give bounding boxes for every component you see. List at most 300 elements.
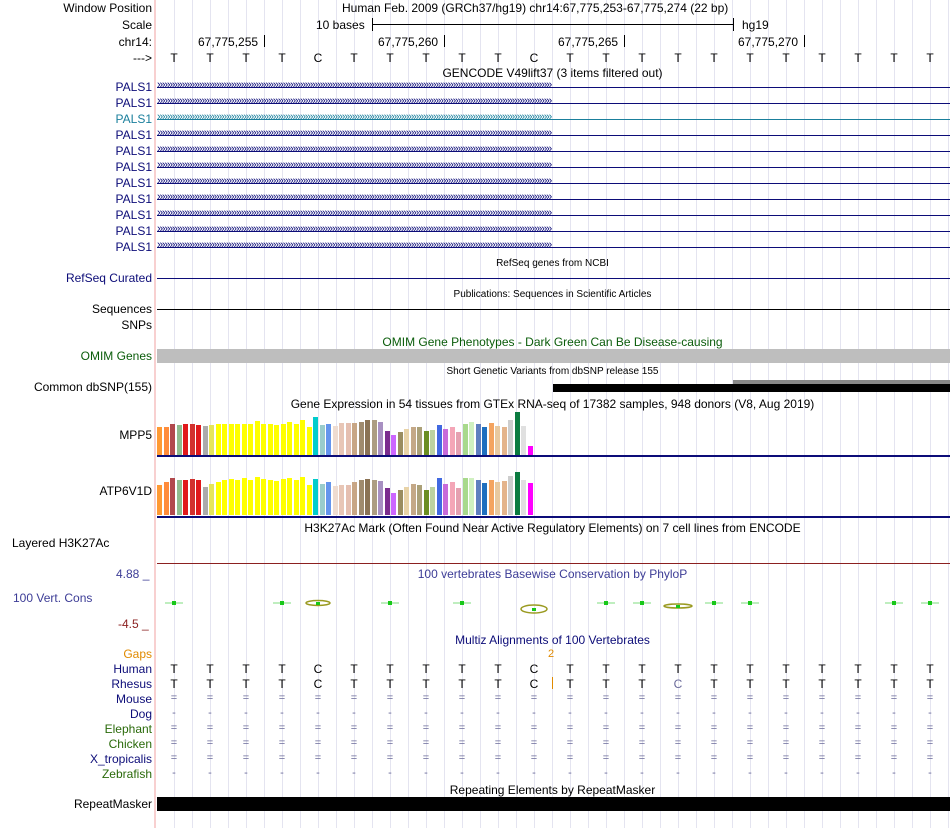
multiz-aligned-base: = [890,692,898,704]
gtex-tissue-bar[interactable] [424,431,429,455]
multiz-aligned-base: = [350,692,358,704]
gtex-tissue-bar[interactable] [508,420,513,455]
multiz-species-label[interactable]: X_tropicalis [89,752,152,766]
gtex-tissue-bar[interactable] [307,427,312,455]
gtex-bars-atp6v1d[interactable] [157,470,537,515]
dbsnp-variant-black[interactable] [553,384,950,392]
repeatmasker-title[interactable]: Repeating Elements by RepeatMasker [449,783,656,797]
multiz-species-label[interactable]: Dog [129,707,152,721]
gtex-tissue-bar[interactable] [352,482,357,515]
multiz-aligned-base: - [856,767,860,779]
gtex-tissue-bar[interactable] [183,480,188,515]
gtex-tissue-bar[interactable] [274,481,279,515]
gtex-tissue-bar[interactable] [346,423,351,455]
gtex-tissue-bar[interactable] [300,477,305,515]
gencode-strand-arrows: ›››››››››››››››››››››››››››››››››››››››››››››››››››››››››››››››››››››››››››››››››››››››››››››››››››››››››››››››››››››››››››››››››››››››››››››››››››››››››››››››› [157,95,552,107]
gtex-tissue-bar[interactable] [313,417,318,455]
multiz-aligned-base: T [386,677,394,691]
gtex-tissue-bar[interactable] [235,480,240,515]
multiz-aligned-base: = [710,752,718,764]
coord-2: 67,775,260 [378,35,439,49]
multiz-aligned-base: = [890,752,898,764]
gtex-tissue-bar[interactable] [443,484,448,515]
window-position-label: Window Position [63,1,152,15]
gencode-strand-arrows: ›››››››››››››››››››››››››››››››››››››››››››››››››››››››››››››››››››››››››››››››››››››››››››››››››››››››››››››››››››››››››››››››››››››››››››››››››››››››››››››››› [157,207,552,219]
multiz-species-label[interactable]: Mouse [115,692,152,706]
multiz-aligned-base: T [638,677,646,691]
multiz-aligned-base: T [602,662,610,676]
gtex-tissue-bar[interactable] [307,485,312,515]
gtex-divider-1 [157,455,950,457]
omim-label[interactable]: OMIM Genes [80,349,152,363]
gtex-tissue-bar[interactable] [378,422,383,455]
multiz-species-label[interactable]: Zebrafish [101,767,152,781]
gtex-tissue-bar[interactable] [274,425,279,455]
h3k27ac-title[interactable]: H3K27Ac Mark (Often Found Near Active Regulatory Elements) on 7 cell lines from ENCODE [304,521,801,535]
gtex-tissue-bar[interactable] [320,484,325,515]
strand-arrow: ---> [133,51,152,65]
gtex-tissue-bar[interactable] [469,422,474,455]
gtex-gene-label-1[interactable]: MPP5 [119,428,152,442]
repeatmasker-element[interactable] [157,797,950,811]
multiz-aligned-base: T [494,677,502,691]
phylop-score-mark [640,601,644,605]
sequence-base: T [566,51,574,65]
multiz-aligned-base: = [638,722,646,734]
multiz-aligned-base: T [206,677,214,691]
gtex-tissue-bar[interactable] [521,426,526,455]
gencode-transcript-label[interactable]: PALS1 [115,112,152,126]
multiz-aligned-base: = [530,737,538,749]
multiz-aligned-base: T [566,662,574,676]
gtex-tissue-bar[interactable] [294,480,299,515]
gtex-tissue-bar[interactable] [411,484,416,515]
multiz-aligned-base: = [818,752,826,764]
gencode-transcript-label[interactable]: PALS1 [115,80,152,94]
sequence-base: T [242,51,250,65]
gencode-transcript-label[interactable]: PALS1 [115,144,152,158]
gencode-strand-arrows: ›››››››››››››››››››››››››››››››››››››››››››››››››››››››››››››››››››››››››››››››››››››››››››››››››››››››››››››››››››››››››››››››››››››››››››››››››››››››››››››››› [157,159,552,171]
coord-3: 67,775,265 [558,35,619,49]
sequence-base: T [710,51,718,65]
sequence-base: T [494,51,502,65]
multiz-aligned-base: - [496,767,500,779]
scale-bar-right-end [733,18,734,31]
multiz-aligned-base: = [278,752,286,764]
multiz-aligned-base: T [854,677,862,691]
gtex-gene-label-2[interactable]: ATP6V1D [99,484,152,498]
multiz-aligned-base: = [566,692,574,704]
repeatmasker-label[interactable]: RepeatMasker [73,797,152,811]
multiz-aligned-base: T [242,677,250,691]
multiz-aligned-base: = [458,692,466,704]
gtex-tissue-bar[interactable] [196,425,201,455]
gtex-tissue-bar[interactable] [183,424,188,455]
multiz-aligned-base: C [529,677,539,691]
gtex-tissue-bar[interactable] [255,477,260,515]
multiz-aligned-base: T [170,662,178,676]
multiz-aligned-base: = [386,722,394,734]
gencode-transcript-label[interactable]: PALS1 [115,192,152,206]
gtex-tissue-bar[interactable] [528,483,533,515]
multiz-aligned-base: = [854,737,862,749]
multiz-aligned-base: T [890,677,898,691]
multiz-aligned-base: = [746,737,754,749]
phylop-min-label: -4.5 _ [118,617,149,631]
multiz-aligned-base: - [280,767,284,779]
snps-label[interactable]: SNPs [121,318,152,332]
gtex-tissue-bar[interactable] [229,479,234,515]
gencode-transcript-label[interactable]: PALS1 [115,176,152,190]
chrom-label: chr14: [118,35,152,49]
multiz-aligned-base: - [388,707,392,719]
multiz-aligned-base: = [386,692,394,704]
gap-marker [552,677,553,689]
gtex-tissue-bar[interactable] [339,423,344,455]
gtex-tissue-bar[interactable] [372,420,377,455]
phylop-score-mark [928,601,932,605]
gtex-tissue-bar[interactable] [372,480,377,515]
gencode-strand-arrows: ›››››››››››››››››››››››››››››››››››››››››››››››››››››››››››››››››››››››››››››››››››››››››››››››››››››››››››››››››››››››››››››››››››››››››››››››››››››››››››››››› [157,111,552,123]
scale-bar-left-end [372,18,373,31]
gtex-tissue-bar[interactable] [385,431,390,455]
gencode-transcript-label[interactable]: PALS1 [115,128,152,142]
coord-tick-1 [264,35,265,47]
gtex-tissue-bar[interactable] [450,427,455,455]
multiz-aligned-base: = [710,692,718,704]
sequence-base: T [170,51,178,65]
gtex-tissue-bar[interactable] [261,424,266,455]
gtex-tissue-bar[interactable] [333,426,338,455]
gtex-tissue-bar[interactable] [190,424,195,455]
gtex-tissue-bar[interactable] [222,424,227,455]
gtex-tissue-bar[interactable] [417,485,422,515]
multiz-aligned-base: - [748,707,752,719]
gtex-tissue-bar[interactable] [404,487,409,515]
gtex-tissue-bar[interactable] [417,427,422,455]
gtex-tissue-bar[interactable] [268,424,273,455]
multiz-aligned-base: T [458,662,466,676]
multiz-aligned-base: - [532,767,536,779]
gtex-tissue-bar[interactable] [190,479,195,515]
multiz-aligned-base: = [314,722,322,734]
gtex-tissue-bar[interactable] [300,420,305,455]
gtex-tissue-bar[interactable] [391,435,396,455]
multiz-aligned-base: - [460,767,464,779]
gencode-transcript-label[interactable]: PALS1 [115,160,152,174]
sequence-base: C [529,51,539,65]
multiz-aligned-base: - [856,707,860,719]
multiz-aligned-base: = [494,692,502,704]
gtex-tissue-bar[interactable] [164,482,169,515]
gtex-tissue-bar[interactable] [203,426,208,455]
multiz-aligned-base: - [316,707,320,719]
gtex-tissue-bar[interactable] [482,483,487,515]
gtex-tissue-bar[interactable] [235,424,240,455]
phylop-track[interactable] [0,590,950,620]
multiz-aligned-base: = [710,737,718,749]
gtex-tissue-bar[interactable] [365,479,370,515]
gencode-transcript-label[interactable]: PALS1 [115,208,152,222]
gtex-tissue-bar[interactable] [404,429,409,455]
multiz-aligned-base: - [784,767,788,779]
gtex-tissue-bar[interactable] [287,422,292,455]
multiz-aligned-base: = [314,692,322,704]
multiz-aligned-base: - [640,707,644,719]
coord-tick-3 [624,35,625,47]
sequence-base: T [638,51,646,65]
gtex-tissue-bar[interactable] [281,479,286,515]
gtex-tissue-bar[interactable] [170,478,175,515]
gtex-tissue-bar[interactable] [482,427,487,455]
gencode-title[interactable]: GENCODE V49lift37 (3 items filtered out) [442,66,663,80]
multiz-aligned-base: T [278,677,286,691]
gencode-transcript-label[interactable]: PALS1 [115,96,152,110]
multiz-aligned-base: - [352,707,356,719]
gtex-tissue-bar[interactable] [216,482,221,515]
multiz-aligned-base: = [422,692,430,704]
sequence-base: T [278,51,286,65]
refseq-title[interactable]: RefSeq genes from NCBI [496,258,609,269]
scale-text: 10 bases [316,18,365,32]
phylop-score-mark [172,601,176,605]
gencode-strand-arrows: ›››››››››››››››››››››››››››››››››››››››››››››››››››››››››››››››››››››››››››››››››››››››››››››››››››››››››››››››››››››››››››››››››››››››››››››››››››››››››››››››› [157,79,552,91]
gtex-tissue-bar[interactable] [515,472,520,515]
multiz-aligned-base: = [818,722,826,734]
gtex-tissue-bar[interactable] [437,425,442,455]
multiz-aligned-base: = [242,692,250,704]
gencode-strand-arrows: ›››››››››››››››››››››››››››››››››››››››››››››››››››››››››››››››››››››››››››››››››››››››››››››››››››››››››››››››››››››››››››››››››››››››››››››››››››››››››››››››› [157,175,552,187]
gtex-tissue-bar[interactable] [463,478,468,515]
gencode-strand-arrows: ›››››››››››››››››››››››››››››››››››››››››››››››››››››››››››››››››››››››››››››››››››››››››››››››››››››››››››››››››››››››››››››››››››››››››››››››››››››››››››››››› [157,143,552,155]
multiz-aligned-base: - [208,707,212,719]
gtex-tissue-bar[interactable] [515,412,520,455]
multiz-aligned-base: - [532,707,536,719]
coord-4: 67,775,270 [738,35,799,49]
multiz-aligned-base: = [782,752,790,764]
gtex-tissue-bar[interactable] [508,476,513,515]
phylop-max-label: 4.88 _ [116,567,150,581]
multiz-aligned-base: T [890,662,898,676]
multiz-aligned-base: = [782,692,790,704]
omim-title[interactable]: OMIM Gene Phenotypes - Dark Green Can Be Disease-causing [382,335,723,349]
multiz-aligned-base: = [494,737,502,749]
gencode-strand-arrows: ›››››››››››››››››››››››››››››››››››››››››››››››››››››››››››››››››››››››››››››››››››››››››››››››››››››››››››››››››››››››››››››››››››››››››››››››››››››››››››››››› [157,239,552,251]
gtex-tissue-bar[interactable] [456,488,461,515]
gtex-tissue-bar[interactable] [242,478,247,515]
gtex-tissue-bar[interactable] [398,490,403,515]
gtex-tissue-bar[interactable] [222,480,227,515]
multiz-aligned-base: - [712,767,716,779]
gtex-tissue-bar[interactable] [196,480,201,515]
gtex-tissue-bar[interactable] [346,485,351,515]
multiz-aligned-base: = [350,752,358,764]
multiz-aligned-base: - [640,767,644,779]
gtex-tissue-bar[interactable] [430,430,435,455]
h3k27ac-label[interactable]: Layered H3K27Ac [12,536,110,550]
gtex-tissue-bar[interactable] [157,427,162,455]
multiz-aligned-base: = [314,737,322,749]
gtex-tissue-bar[interactable] [469,478,474,515]
multiz-aligned-base: = [674,737,682,749]
gtex-tissue-bar[interactable] [320,425,325,455]
gtex-tissue-bar[interactable] [476,480,481,515]
multiz-aligned-base: - [892,767,896,779]
multiz-aligned-base: = [278,737,286,749]
multiz-aligned-base: = [170,737,178,749]
multiz-aligned-base: - [208,767,212,779]
h3k27ac-baseline [157,563,950,564]
gtex-tissue-bar[interactable] [164,427,169,455]
gtex-tissue-bar[interactable] [294,424,299,455]
phylop-score-mark [748,601,752,605]
multiz-aligned-base: - [244,767,248,779]
multiz-aligned-base: = [314,752,322,764]
multiz-aligned-base: T [926,677,934,691]
sequence-base: T [674,51,682,65]
gtex-tissue-bar[interactable] [398,432,403,455]
dbsnp-title[interactable]: Short Genetic Variants from dbSNP release 155 [446,366,659,377]
multiz-aligned-base: T [710,677,718,691]
sequence-base: T [890,51,898,65]
gtex-tissue-bar[interactable] [255,421,260,455]
gtex-tissue-bar[interactable] [281,424,286,455]
sequence-base: T [350,51,358,65]
multiz-aligned-base: = [350,722,358,734]
gencode-transcript-label[interactable]: PALS1 [115,240,152,254]
gtex-tissue-bar[interactable] [359,422,364,455]
gtex-tissue-bar[interactable] [326,482,331,515]
gencode-transcript-label[interactable]: PALS1 [115,224,152,238]
multiz-aligned-base: T [494,662,502,676]
gtex-tissue-bar[interactable] [216,424,221,455]
multiz-aligned-base: = [782,737,790,749]
gtex-tissue-bar[interactable] [157,485,162,515]
multiz-aligned-base: = [242,752,250,764]
multiz-aligned-base: = [638,692,646,704]
gtex-tissue-bar[interactable] [456,432,461,455]
multiz-aligned-base: = [458,752,466,764]
multiz-aligned-base: T [710,662,718,676]
gtex-tissue-bar[interactable] [248,480,253,515]
multiz-title[interactable]: Multiz Alignments of 100 Vertebrates [455,633,650,647]
publications-title[interactable]: Publications: Sequences in Scientific Articles [453,289,652,300]
multiz-aligned-base: = [350,737,358,749]
gtex-tissue-bar[interactable] [378,481,383,515]
coord-tick-4 [804,35,805,47]
gtex-tissue-bar[interactable] [352,423,357,455]
gtex-tissue-bar[interactable] [450,482,455,515]
gtex-tissue-bar[interactable] [339,485,344,515]
multiz-species-label[interactable]: Rhesus [111,677,152,691]
gtex-tissue-bar[interactable] [209,484,214,515]
gtex-tissue-bar[interactable] [476,424,481,455]
phylop-title[interactable]: 100 vertebrates Basewise Conservation by PhyloP [417,567,688,581]
multiz-aligned-base: = [602,722,610,734]
gtex-tissue-bar[interactable] [203,487,208,515]
gtex-tissue-bar[interactable] [242,424,247,455]
gtex-tissue-bar[interactable] [411,427,416,455]
multiz-aligned-base: = [638,752,646,764]
multiz-aligned-base: = [854,752,862,764]
gaps-label[interactable]: Gaps [123,647,152,661]
gtex-tissue-bar[interactable] [443,429,448,455]
gtex-tissue-bar[interactable] [437,478,442,515]
gtex-tissue-bar[interactable] [521,480,526,515]
gtex-tissue-bar[interactable] [391,493,396,515]
gtex-tissue-bar[interactable] [502,481,507,515]
multiz-species-label[interactable]: Chicken [108,737,152,751]
gtex-tissue-bar[interactable] [287,478,292,515]
multiz-aligned-base: T [458,677,466,691]
gtex-tissue-bar[interactable] [424,490,429,515]
multiz-aligned-base: = [674,692,682,704]
multiz-aligned-base: = [602,692,610,704]
sequence-base: T [782,51,790,65]
multiz-aligned-base: - [424,707,428,719]
refseq-label[interactable]: RefSeq Curated [65,271,152,285]
phylop-score-mark [892,601,896,605]
multiz-aligned-base: = [422,722,430,734]
multiz-aligned-base: = [206,737,214,749]
gtex-tissue-bar[interactable] [209,425,214,455]
gtex-tissue-bar[interactable] [489,480,494,515]
gtex-tissue-bar[interactable] [248,424,253,455]
gtex-tissue-bar[interactable] [313,479,318,515]
gtex-tissue-bar[interactable] [326,424,331,455]
gtex-tissue-bar[interactable] [268,480,273,515]
dbsnp-label[interactable]: Common dbSNP(155) [33,380,152,394]
gtex-tissue-bar[interactable] [261,479,266,515]
gtex-tissue-bar[interactable] [502,427,507,455]
multiz-aligned-base: T [746,662,754,676]
multiz-aligned-base: T [422,662,430,676]
phylop-score-mark [604,601,608,605]
multiz-species-label[interactable]: Elephant [104,722,152,736]
refseq-track-line[interactable] [157,278,950,279]
multiz-aligned-base: = [422,737,430,749]
gtex-tissue-bar[interactable] [528,446,533,455]
gtex-bars-mpp5[interactable] [157,410,537,455]
publications-label[interactable]: Sequences [91,302,152,316]
multiz-species-label[interactable]: Human [113,662,152,676]
omim-gene-bar[interactable] [157,349,950,363]
gtex-tissue-bar[interactable] [385,488,390,515]
gtex-tissue-bar[interactable] [177,480,182,515]
multiz-aligned-base: = [854,722,862,734]
coord-1: 67,775,255 [198,35,259,49]
publications-track-line[interactable] [157,309,950,310]
multiz-aligned-base: = [278,692,286,704]
gtex-tissue-bar[interactable] [430,487,435,515]
multiz-aligned-base: - [244,707,248,719]
gtex-tissue-bar[interactable] [359,480,364,515]
gtex-tissue-bar[interactable] [170,424,175,455]
gtex-tissue-bar[interactable] [495,426,500,455]
multiz-aligned-base: - [388,767,392,779]
gtex-tissue-bar[interactable] [229,424,234,455]
gtex-tissue-bar[interactable] [177,425,182,455]
gtex-title[interactable]: Gene Expression in 54 tissues from GTEx RNA-seq of 17382 samples, 948 donors (V8, Aug 2019) [290,397,815,411]
phylop-label[interactable]: 100 Vert. Cons [13,591,93,605]
gtex-tissue-bar[interactable] [489,423,494,455]
gtex-tissue-bar[interactable] [365,420,370,455]
gtex-tissue-bar[interactable] [463,424,468,455]
multiz-aligned-base: = [530,692,538,704]
multiz-aligned-base: = [278,722,286,734]
gtex-tissue-bar[interactable] [495,482,500,515]
gtex-tissue-bar[interactable] [333,486,338,515]
